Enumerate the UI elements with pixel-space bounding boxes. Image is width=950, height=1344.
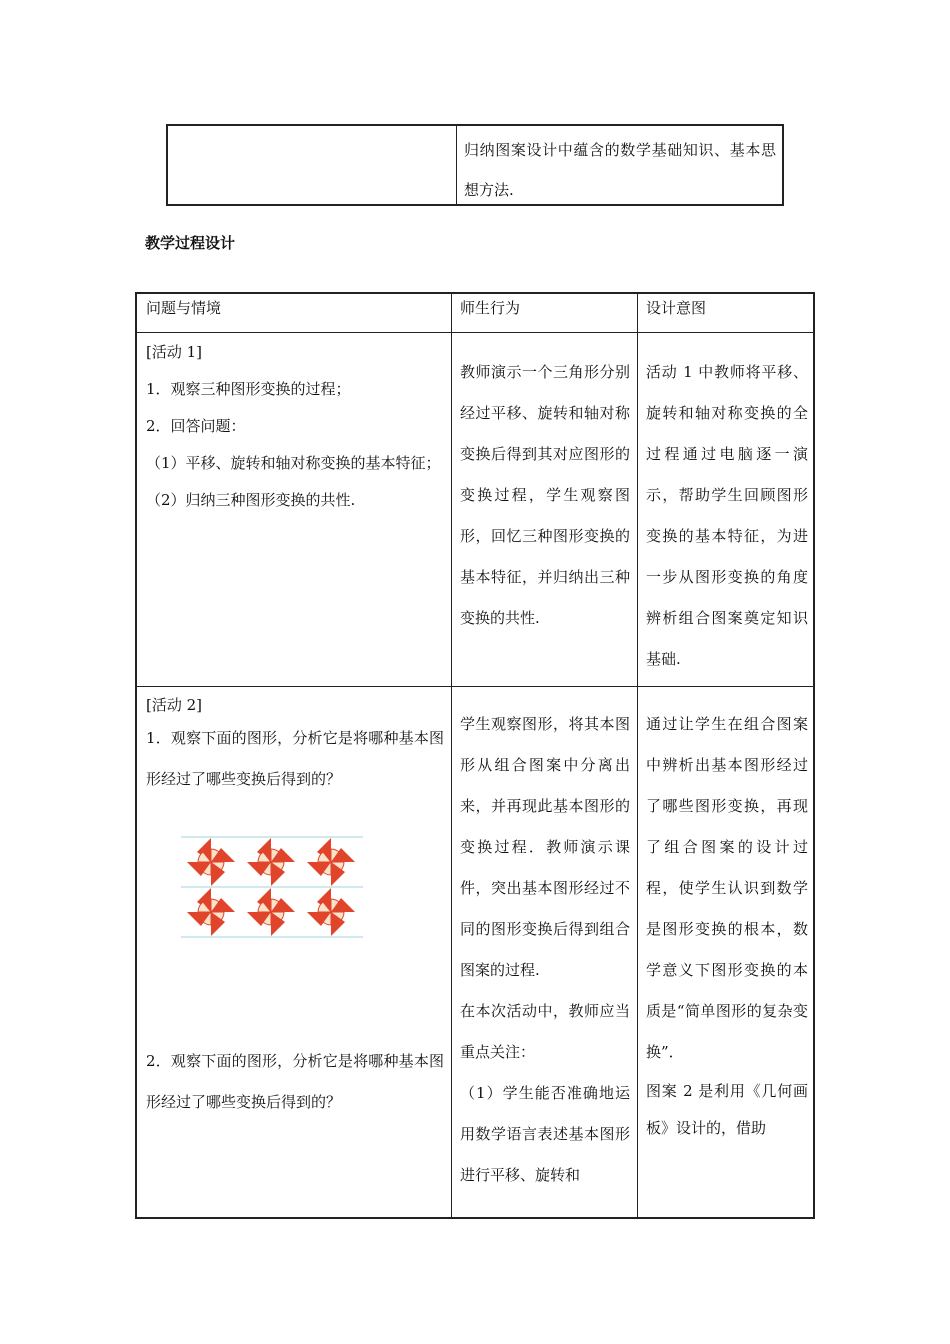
pinwheel-motif	[187, 838, 235, 886]
activity2-focus-1: （1）学生能否准确地运用数学语言表述基本图形进行平移、旋转和	[460, 1084, 630, 1184]
pinwheel-motif	[307, 888, 355, 936]
section-title: 教学过程设计	[145, 234, 236, 252]
pinwheel-motif	[247, 838, 295, 886]
activity1-line-4: （2）归纳三种图形变换的共性.	[146, 491, 356, 509]
header-intent: 设计意图	[646, 299, 707, 317]
pinwheel-motif	[247, 888, 295, 936]
activity1-line-2: 2．回答问题：	[146, 417, 246, 435]
header-question: 问题与情境	[146, 299, 222, 317]
pinwheel-motif	[187, 888, 235, 936]
activity1-line-1: 1．观察三种图形变换的过程；	[146, 380, 351, 398]
activity2-behavior-cell	[460, 704, 630, 1196]
main-table	[135, 292, 815, 1219]
activity2-intent-1: 通过让学生在组合图案中辨析出基本图形经过了哪些图形变换，再现了组合图案的设计过程，使学生认识到数学是图形变换的根本，数学意义下图形变换的本质是“简单图形的复杂变换”．	[646, 715, 808, 1061]
activity2-question-2: 2．观察下面的图形，分析它是将哪种基本图形经过了哪些变换后得到的？	[146, 1052, 444, 1111]
top-table	[166, 124, 784, 206]
header-row-divider	[137, 332, 813, 333]
activity2-intent-cell	[646, 704, 808, 1147]
activity2-intent-2: 图案 2 是利用《几何画板》设计的，借助	[646, 1082, 808, 1137]
activity1-question-cell	[146, 334, 444, 519]
activity2-title: [活动 2]	[146, 696, 203, 714]
pinwheel-motif	[307, 838, 355, 886]
top-table-right-cell: 归纳图案设计中蕴含的数学基础知识、基本思想方法.	[464, 141, 776, 199]
activity2-teacher-focus: 在本次活动中，教师应当重点关注：	[460, 1002, 630, 1061]
activity1-title: [活动 1]	[146, 343, 203, 361]
activity1-line-3: （1）平移、旋转和轴对称变换的基本特征；	[146, 454, 441, 472]
top-table-divider	[456, 126, 457, 204]
column-divider-1	[451, 294, 452, 1217]
activity1-behavior-cell: 教师演示一个三角形分别经过平移、旋转和轴对称变换后得到其对应图形的变换过程，学生观察图形，回忆三种图形变换的基本特征，并归纳出三种变换的共性.	[460, 363, 630, 627]
header-behavior: 师生行为	[460, 299, 521, 317]
activity1-intent-cell: 活动 1 中教师将平移、旋转和轴对称变换的全过程通过电脑逐一演示，帮助学生回顾图形变换的基本特征，为进一步从图形变换的角度辨析组合图案奠定知识基础.	[646, 363, 808, 668]
pinwheel-pattern-image	[181, 833, 363, 941]
activity-row-divider	[137, 686, 813, 687]
activity2-question-1: 1．观察下面的图形，分析它是将哪种基本图形经过了哪些变换后得到的？	[146, 729, 444, 788]
column-divider-2	[637, 294, 638, 1217]
activity2-behavior-text: 学生观察图形，将其本图形从组合图案中分离出来，并再现此基本图形的变换过程．教师演示课件，突出基本图形经过不同的图形变换后得到组合图案的过程.	[460, 715, 630, 979]
